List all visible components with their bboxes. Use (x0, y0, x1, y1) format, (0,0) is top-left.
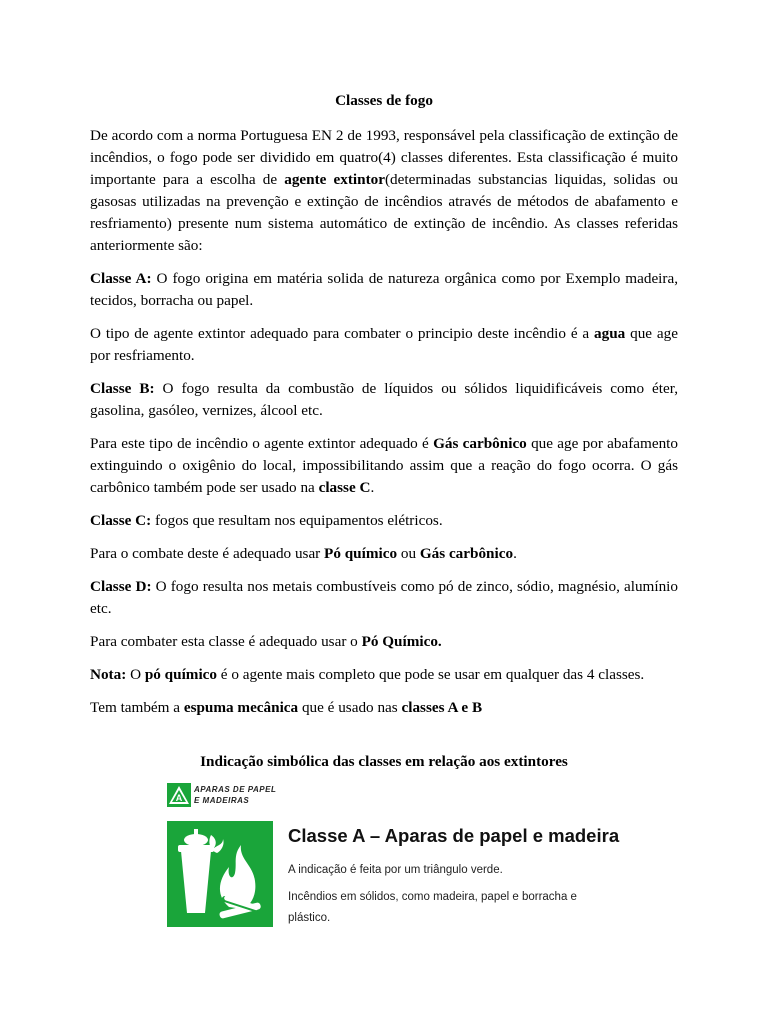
card-line-2: Incêndios em sólidos, como madeira, papel e borracha e (288, 891, 577, 903)
bold-run: Pó químico (324, 545, 398, 562)
paragraph (90, 268, 678, 312)
bold-run: classe C (318, 479, 371, 496)
text-run: . (370, 479, 375, 496)
paragraph (90, 631, 678, 653)
paragraph (90, 510, 678, 532)
document-body (90, 90, 678, 730)
card-title: Classe A – Aparas de papel e madeira (288, 825, 620, 846)
bold-run: classes A e B (401, 699, 483, 716)
text-run: De acordo com a norma Portuguesa EN 2 de 1993, responsável pela classificação de extinção de incêndios, o fogo pode ser dividido em quatro(4) classes diferentes. Esta classificação é muito importante para a escolha de (90, 127, 678, 188)
bold-run: Classe D: (90, 578, 152, 595)
text-run: fogos que resultam nos equipamentos elétricos. (151, 512, 443, 529)
logo-line2: E MADEIRAS (194, 796, 250, 805)
paragraph (90, 323, 678, 367)
text-run: é o agente mais completo que pode se usar em qualquer das 4 classes. (217, 666, 645, 683)
text-run: O tipo de agente extintor adequado para combater o principio deste incêndio é a (90, 325, 595, 342)
text-run: Para combater esta classe é adequado usar o (90, 633, 362, 650)
text-run: que age por abafamento extinguindo o oxigênio do local, impossibilitando assim que a reação do fogo ocorra. O gás carbônico também pode ser usado na (90, 435, 678, 496)
document-title: Classes de fogo (335, 92, 433, 109)
paragraph-list (90, 268, 678, 719)
text-run: que é usado nas (298, 699, 402, 716)
bold-run: Classe C: (90, 512, 152, 529)
text-run: O fogo resulta da combustão de líquidos ou sólidos liquidificáveis como éter, gasolina, gasóleo, vernizes, álcool etc. (90, 380, 678, 419)
logo-text (194, 784, 276, 806)
card-line-3: plástico. (288, 912, 331, 924)
text-run: Tem também a (90, 699, 184, 716)
text-run: O fogo origina em matéria solida de natureza orgânica como por Exemplo madeira, tecidos, borracha ou papel. (90, 270, 678, 309)
intro-paragraph (90, 125, 678, 257)
text-run: O fogo resulta nos metais combustíveis como pó de zinco, sódio, magnésio, alumínio etc. (90, 578, 678, 617)
text-run: O (126, 666, 145, 683)
bold-run: agente extintor (284, 171, 385, 188)
text-run: que age por resfriamento. (90, 325, 678, 364)
section-title: Indicação simbólica das classes em relação aos extintores (200, 753, 568, 770)
bold-run: agua (594, 325, 626, 342)
paragraph (90, 697, 678, 719)
text-run: Para este tipo de incêndio o agente extintor adequado é (90, 435, 434, 452)
bold-run: espuma mecânica (183, 699, 299, 716)
card-line-1: A indicação é feita por um triângulo verde. (288, 864, 503, 876)
logo-line1: APARAS DE PAPEL (194, 785, 277, 794)
class-a-sign-icon (167, 821, 273, 927)
bold-run: Nota: (90, 666, 127, 683)
bold-run: Gás carbônico (419, 545, 514, 562)
bold-run: Classe B: (90, 380, 155, 397)
paragraph (90, 576, 678, 620)
class-a-figure (167, 783, 620, 943)
paragraph (90, 664, 678, 686)
text-run: ou (397, 545, 420, 562)
green-triangle-a-icon (167, 783, 191, 807)
svg-text:A: A (175, 793, 183, 803)
bold-run: Classe A: (90, 270, 152, 287)
bold-run: pó químico (144, 666, 217, 683)
bold-run: Pó Químico. (361, 633, 442, 650)
text-run: . (513, 545, 517, 562)
paragraph (90, 543, 678, 565)
paragraph (90, 378, 678, 422)
text-run: Para o combate deste é adequado usar (90, 545, 325, 562)
text-run: (determinadas substancias liquidas, solidas ou gasosas utilizadas na prevenção e extinção de incêndios através de métodos de abafamento e resfriamento) presente num sistema automático de extinção de incêndio. As classes referidas anteriormente são: (90, 171, 679, 254)
paragraph (90, 433, 678, 499)
bold-run: Gás carbônico (433, 435, 527, 452)
logo (167, 783, 287, 811)
